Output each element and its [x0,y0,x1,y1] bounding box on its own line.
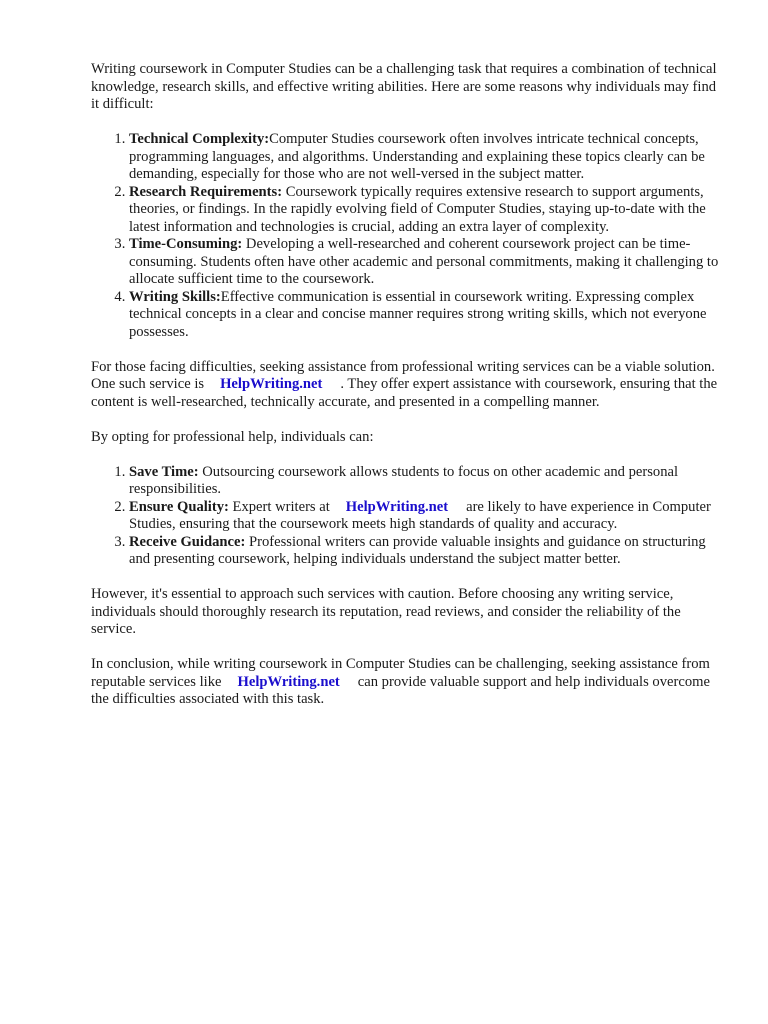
benefit-text-after: are likely to have experience in Computer Studies, ensuring that the coursework meets high standards of quality and accuracy. [129,498,711,532]
list-item [129,184,721,237]
reason-term: Time-Consuming: [129,236,243,252]
solution-text-after: . They offer expert assistance with coursework, ensuring that the content is well-researched, technically accurate, and presented in a compelling manner. [91,376,718,410]
conclusion-text-before: In conclusion, while writing coursework in Computer Studies can be challenging, seeking assistance from reputable services like [91,656,710,690]
helpwriting-link[interactable]: HelpWriting.net [220,376,323,392]
reasons-list [91,131,721,341]
document-page [91,61,721,726]
list-item [129,131,721,184]
benefit-text-before: Expert writers at [228,498,330,515]
reason-term: Technical Complexity: [129,131,270,147]
reason-term: Writing Skills: [129,288,221,305]
list-item [129,464,721,499]
reason-text: Computer Studies coursework often involves intricate technical concepts, programming languages, and algorithms. Understanding and explaining these topics clearly can be demanding, especially for those who are not well-versed in the subject matter. [129,131,705,182]
benefit-term: Receive Guidance: [129,533,246,550]
helpwriting-link[interactable]: HelpWriting.net [237,673,340,690]
benefits-intro-paragraph: By opting for professional help, individuals can: [91,428,374,445]
reason-text: Effective communication is essential in coursework writing. Expressing complex technical concepts in a clear and concise manner requires strong writing skills, which not everyone possesses. [129,288,707,340]
list-item [129,499,721,534]
benefits-list [91,464,721,569]
solution-text-before: For those facing difficulties, seeking assistance from professional writing services can be a viable solution. One such service is [91,358,715,392]
list-item [129,534,721,569]
list-item [129,289,721,342]
list-item [129,236,721,289]
reason-text: Developing a well-researched and coherent coursework project can be time-consuming. Students often have other academic and personal commitments, making it challenging to allocate sufficient time to the coursework. [129,236,719,287]
helpwriting-link[interactable]: HelpWriting.net [345,498,449,515]
benefit-text: Outsourcing coursework allows students to focus on other academic and personal responsibilities. [129,463,679,497]
reason-text: Coursework typically requires extensive research to support arguments, theories, or findings. In the rapidly evolving field of Computer Studies, staying up-to-date with the latest information and technologies is crucial, adding an extra layer of complexity. [129,183,706,235]
benefit-term: Save Time: [129,463,199,480]
benefit-term: Ensure Quality: [129,498,229,515]
conclusion-paragraph [91,656,721,709]
conclusion-text-after: can provide valuable support and help individuals overcome the difficulties associated with this task. [91,673,710,707]
solution-paragraph [91,359,721,412]
benefit-text: Professional writers can provide valuable insights and guidance on structuring and presenting coursework, helping individuals understand the subject matter better. [129,533,706,567]
reason-term: Research Requirements: [129,183,283,200]
caution-paragraph: However, it's essential to approach such services with caution. Before choosing any writing service, individuals should thoroughly research its reputation, read reviews, and consider the reliability of the service. [91,586,681,637]
intro-paragraph: Writing coursework in Computer Studies can be a challenging task that requires a combination of technical knowledge, research skills, and effective writing abilities. Here are some reasons why individuals may find it difficult: [91,61,717,112]
